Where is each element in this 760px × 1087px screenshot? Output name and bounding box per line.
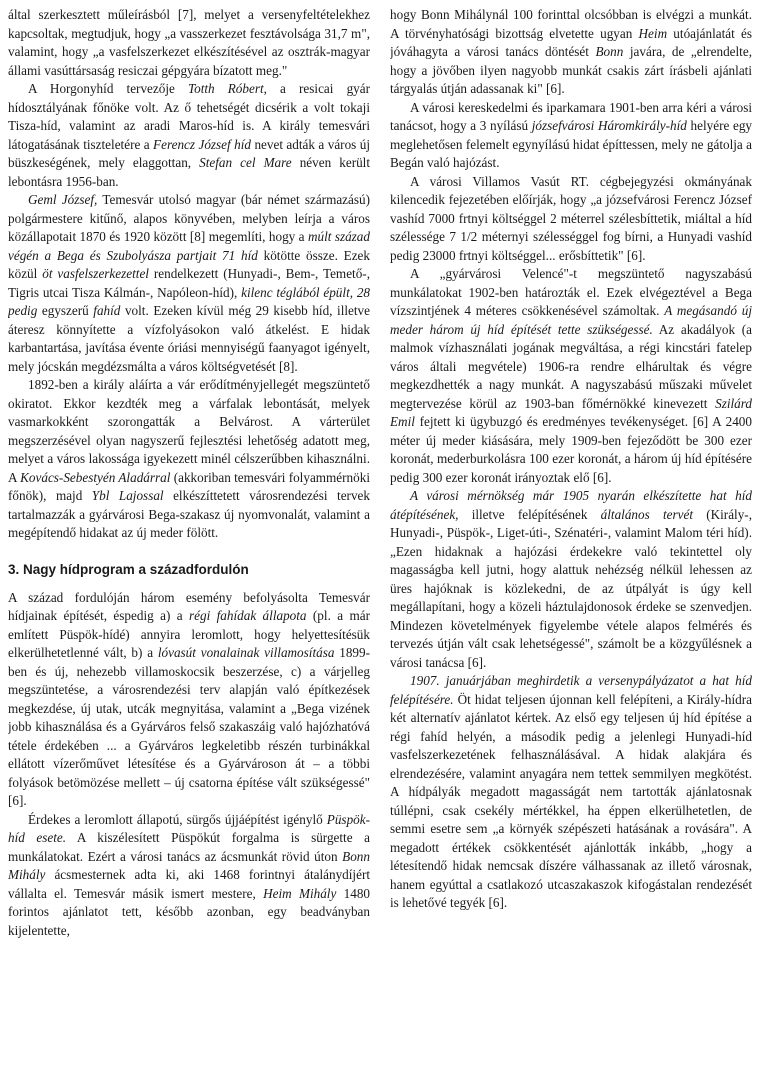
text-run: (Király-, Hunyadi-, Püspök-, Liget-úti-, Szénatéri-, valamint Malom téri híd). „Ezen hidaknak a hajózási érdekekre való tekintettel oly magasságba kell jutni, hogy alattuk nehézség nélkül lehessen az üres hajóknak is közlekedni, de az útpályát is úgy kell megállapítani, hogy a közeli háztulajdonosok érdeke se szenvedjen. Mindezen követelmények figyelembe vétele alapos felmérés és tervezés útján vált csak lehetségessé", számolt be a közgyűlésnek a városi tanácsa [6]. (390, 506, 752, 670)
paragraph (8, 376, 370, 543)
left-column (8, 6, 370, 1087)
text-run: utóajánlatát és jóváhagyta a városi tanács döntését (390, 25, 752, 59)
italic-text: lóvasút vonalainak villamosítása (157, 645, 335, 660)
text-run: 1480 forintos ajánlatot tett, később azonban, egy beadványban kijelentette, (8, 885, 370, 938)
italic-text: józsefvárosi Háromkirály-híd (531, 118, 687, 133)
text-run: , a resicai gyár hídosztályának főnöke volt. Az ő tehetségét dicsérik a volt tokaji Tisza-híd, valamint az aradi Maros-híd is. A király temesvári látogatásának tiszteletére a (8, 81, 370, 152)
italic-text: Stefan cel Mare (199, 155, 292, 170)
italic-text: régi fahídak állapota (188, 608, 307, 623)
italic-text: Totth Róbert (187, 81, 264, 96)
text-run: Az akadályok (a malmok vízhasználati jogának megváltása, a régi kincstári fatelep város általi megvétele) 1906-ra rendre elhárultak és végre megkezdhették a nagy munkát. A nagyszabású műszaki művelet megtervezése körül az 1903-ban főmérnökké kinevezett (390, 321, 752, 411)
text-run: volt. Ezeken kívül még 29 kisebb híd, illetve áteresz könnyítette a vízfolyásokon való átkelést. E hidak karbantartása, javítása évente óriási mennyiségű faanyagot igényelt, mely jócskán megdézsmálta a város költségvetését [8]. (8, 303, 370, 374)
paragraph (390, 487, 752, 672)
text-run: néven került lebontásra 1956-ban. (8, 155, 370, 189)
text-run: Érdekes a leromlott állapotú, sürgős újjáépítést igénylő (28, 811, 327, 827)
italic-text: Ybl Lajossal (91, 488, 164, 503)
paragraph (8, 6, 370, 80)
text-run: A városi kereskedelmi és iparkamara 1901-ben arra kéri a városi tanácsot, hogy a 3 nyílású (390, 99, 752, 133)
text-run: A század fordulóján három esemény befolyásolta Temesvár hídjainak építését, éspedig a) a (8, 589, 370, 623)
paragraph (390, 265, 752, 487)
text-run: A Horgonyhíd tervezője (28, 81, 188, 96)
italic-text: A megásandó új meder három új híd építését tette szükségessé. (390, 303, 752, 337)
italic-text: Bonn (595, 44, 624, 59)
italic-text: kilenc téglából épült, 28 pedig (8, 284, 370, 318)
italic-text: fahíd (93, 303, 121, 318)
text-run: rendelkezett (Hunyadi-, Bem-, Temető-, Tigris utcai Tisza Kálmán-, Napóleon-híd), (8, 266, 370, 300)
paragraph (8, 191, 370, 376)
paragraph (8, 811, 370, 941)
text-run: nevet adták a város új büszkeségének, mely elaggottan, (8, 136, 370, 170)
text-run: A kiszélesített Püspökút forgalma is sürgette a munkálatokat. Ezért a városi tanács az ácsmunkát rövid úton (8, 830, 370, 864)
italic-text: A városi mérnökség már 1905 nyarán elkészítette hat híd átépítésének, (390, 488, 752, 522)
italic-text: Püspök-híd esete. (8, 811, 370, 845)
text-run: A városi Villamos Vasút RT. cégbejegyzési okmányának kilencedik fejezetében előírják, hogy „a józsefvárosi Ferencz József vashíd 7000 frtnyi költséggel 2 méterrel szélesbíttetik, miáltal a híd szélessége 7 1/2 méternyi szélességgel fog bírni, a Hunyadi vashíd pedig 23000 frtnyi költséggel... erősbíttetik" [6]. (390, 173, 752, 263)
italic-text: Geml József, (28, 192, 98, 207)
text-run: kötötte össze. Ezek közül (8, 247, 370, 281)
text-run: ácsmesternek adta ki, aki 1468 forintnyi átalánydíjért vállalta el. Temesvár másik ismert mestere, (8, 867, 370, 901)
text-run: illetve felépítésének (458, 506, 601, 522)
text-run: (pl. a már említett Püspök-hídé) annyira leromlott, hogy helyettesítésük elkerülhetetlenné vált, b) a (8, 608, 370, 660)
text-run: A „gyárvárosi Velencé"-t megszüntető nagyszabású munkálatokat 1902-ben határozták el. Ezek elvégeztével a Bega vízszintjének 4 méteres csökkenésével számoltak. (390, 266, 752, 318)
paragraph (8, 589, 370, 811)
text-run: helyére egy meglehetősen felemelt egynyílású hidat építtessen, mely ne gátolja a Begán való hajózást. (390, 118, 752, 170)
italic-text: Szilárd Emil (390, 395, 752, 429)
italic-text: Ferencz József híd (153, 136, 251, 152)
text-run: 1892-ben a király aláírta a vár erődítményjellegét megszüntető okiratot. Ekkor kezdték meg a várfalak lebontását, melyek vasmarkokként szorongatták a Belvárost. A várterület megszerzésével olyan nagyszerű fejlesztési lehetőség adatott meg, melyet a város lakossága igyekezett minél célszerűbben kihasználni. A (8, 377, 370, 485)
italic-text: Heim Mihály (263, 885, 337, 901)
text-run: javára, de „elrendelte, hogy a jövőben ilyen nagyobb munkát csakis zárt írásbeli ajánlati tárgyalás útján adassanak ki" [6]. (390, 44, 752, 96)
text-run: egyszerű (37, 303, 94, 318)
text-run: Temesvár utolsó magyar (bár német származású) polgármestere kitűnő, alapos könyvében, melyben leírja a város közállapotait 1870 és 1920 között [8] megemlíti, hogy a (8, 192, 370, 244)
text-run: 1899-ben és új, nehezebb villamoskocsik beszerzése, c) a várjelleg megszüntetése, a városrendezési terv alapján való építkezések megkezdése, új utak, utcák megnyitása, valamint a „Bega vizének jobb kihasználása és a Gyárváros felső szakaszáig való hajózhatóvá tétele érdekében ... a Gyárváros legkeletibb részén turbinákkal ellátott vízerőművet létesítése és a Gyárvároson át – a többi folyások betömözése mellett – új csatorna építése vált szükségessé" [6]. (8, 645, 370, 808)
italic-text: öt vasfelszerkezettel (42, 266, 149, 281)
italic-text: Kovács-Sebestyén Aladárral (20, 469, 171, 485)
text-run: által szerkesztett műleírásból [7], melyet a versenyfeltételekhez kapcsoltak, megtudjuk, hogy „a vasszerkezet fesztávolsága 31,7 m", valamint, hogy „a vasfelszerkezet elkészítésével az osztrák-magyar állami vasúttársaság resiczai gépgyára bízatott meg." (8, 7, 370, 78)
text-run: fejtett ki ügybuzgó és eredményes tevékenységet. [6] A 2400 méter új meder kiásására, mely 1909-ben fejeződött be 300 ezer koronát, mederburkolásra 100 ezer koronát, a három új híd építésére pedig 300 ezer koronát irányoztak elő [6]. (390, 414, 752, 485)
paragraph (8, 80, 370, 191)
section-heading: 3. Nagy hídprogram a századfordulón (8, 561, 249, 577)
italic-text: Bonn Mihály (8, 848, 370, 882)
italic-text: 1907. januárjában meghirdetik a versenypályázatot a hat híd felépítésére. (390, 673, 752, 707)
paragraph (390, 672, 752, 913)
text-run: hogy Bonn Mihálynál 100 forinttal olcsóbban is elvégzi a munkát. A törvényhatósági bizottság elvetette ugyan (390, 7, 752, 41)
text-run: elkészíttetett városrendezési tervek tartalmazzák a gyárvárosi Bega-szakasz új nyomvonalát, valamint a megépítendő hidakat az új meder fölött. (8, 488, 370, 540)
paragraph (390, 6, 752, 99)
paragraph (390, 173, 752, 266)
text-run: (akkoriban temesvári folyammérnöki főnök), majd (8, 469, 370, 503)
italic-text: Heim (638, 25, 668, 41)
italic-text: általános tervét (600, 506, 693, 522)
text-run: Öt hidat teljesen újonnan kell felépíteni, a Király-hídra két alternatív ajánlatot kértek. Az első egy teljesen új híd építése a régi fahíd helyén, a második pedig a jelenlegi Hunyadi-híd vasfelszerkezetének felhasználásával. A hidak alakjára és elrendezésére, valamint anyagára nem tettek semmilyen megkötést. A hídpályák megadott magasságát nem tartották ajánlatosnak túllépni, csak csekély mértékkel, ha éppen elkerülhetetlen, de semmi esetre sem „a környék szépészeti hatásának a rovására". A megadott értékek csökkentését ajánlották inkább, „hogy a létesítendő hidak nemcsak díszére válhassanak az illető városnak, hanem egyúttal a csatlakozó utcaszakaszok kifogástalan rendezését is lehetővé tegyék [6]. (390, 691, 752, 910)
italic-text: múlt század végén a Bega és Szubolyásza partjait 71 híd (8, 229, 370, 263)
right-column (390, 6, 752, 1087)
paragraph (390, 99, 752, 173)
